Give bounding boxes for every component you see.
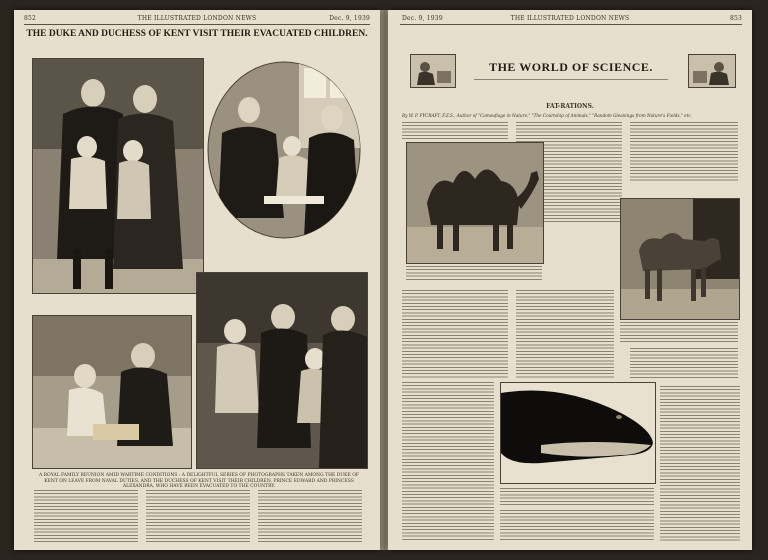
left-headline: THE DUKE AND DUCHESS OF KENT VISIT THEIR EVACUATED CHILDREN. — [26, 29, 368, 39]
duchess-oval-illustration — [204, 58, 364, 242]
right-folio-date: Dec. 9, 1939 — [402, 15, 443, 22]
whale-illustration — [501, 383, 655, 483]
right-text-column-3b — [630, 348, 738, 380]
family-playing-illustration — [197, 273, 367, 468]
photo-duchess-oval — [204, 58, 364, 242]
father-daughter-illustration — [33, 316, 191, 468]
right-folio-number: 853 — [729, 15, 742, 22]
right-text-column-3c — [660, 386, 740, 542]
right-text-intro-1 — [402, 122, 508, 140]
left-top-rule — [24, 24, 370, 25]
left-text-column-2 — [146, 490, 250, 542]
masthead-vignette-left — [410, 54, 456, 88]
scientist-vignette-left — [411, 55, 455, 87]
left-page — [14, 10, 380, 550]
right-headline: THE WORLD OF SCIENCE. — [489, 60, 653, 74]
masthead-vignette-right — [688, 54, 736, 88]
article-byline: By W. P. PYCRAFT, F.Z.S., Author of "Camouflage in Nature," "The Courtship of Animals," "Random Gleanings from Nature's Fields," etc. — [402, 113, 692, 118]
article-title: FAT-RATIONS. — [546, 103, 594, 110]
family-group-illustration — [33, 59, 203, 293]
photo-family-playing — [196, 272, 368, 469]
zebu-caption-text — [620, 322, 738, 342]
zebu-illustration — [621, 199, 739, 319]
left-text-column-1 — [34, 490, 138, 542]
camel-caption-text — [406, 266, 542, 282]
photo-zebu — [620, 198, 740, 320]
left-photo-caption: A ROYAL FAMILY REUNION AMID WARTIME CONDITIONS : A DELIGHTFUL SERIES OF PHOTOGRAPHS TAKEN AMONG THE DUKE OF KENT ON LEAVE FROM NAVAL DUTIES, AND THE DUCHESS OF KENT VISIT THEIR CHILDREN, PRINCE EDWARD AND PRINCESS ALEXANDRA, WHO HAVE BEEN EVACUATED TO THE COUNTRY. — [38, 473, 360, 489]
right-text-column-2c — [500, 510, 654, 542]
left-folio-title: THE ILLUSTRATED LONDON NEWS — [137, 15, 257, 22]
right-text-column-3 — [630, 122, 738, 182]
left-text-column-3 — [258, 490, 362, 542]
whale-caption-text — [500, 488, 654, 506]
right-top-rule — [400, 24, 742, 25]
right-text-column-1c — [402, 382, 494, 542]
right-text-column-2b — [516, 290, 614, 378]
masthead-ornament-rule — [474, 79, 668, 80]
photo-whale-head — [500, 382, 656, 484]
left-folio-number: 852 — [24, 15, 37, 22]
right-text-column-1b — [402, 290, 508, 378]
photo-father-and-daughter — [32, 315, 192, 469]
left-folio-date: Dec. 9, 1939 — [329, 15, 370, 22]
right-folio-title: THE ILLUSTRATED LONDON NEWS — [510, 15, 630, 22]
photo-family-group — [32, 58, 204, 294]
photo-bactrian-camel — [406, 142, 544, 264]
scientist-vignette-right — [689, 55, 735, 87]
right-page — [388, 10, 752, 550]
camel-illustration — [407, 143, 543, 263]
camel-caption-lines — [406, 266, 542, 284]
